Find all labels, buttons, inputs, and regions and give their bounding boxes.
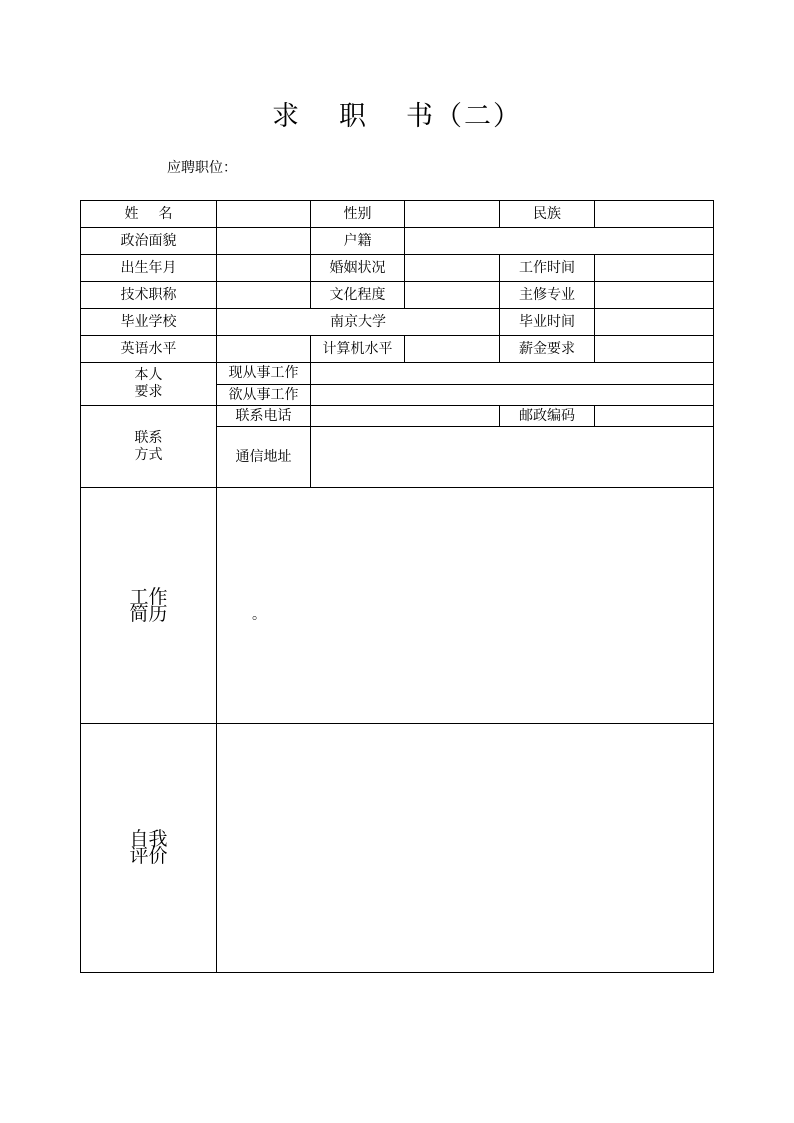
major-label: 主修专业 <box>500 282 595 309</box>
education-level-label: 文化程度 <box>311 282 405 309</box>
gender-field[interactable] <box>405 201 500 228</box>
technical-title-label: 技术职称 <box>81 282 217 309</box>
work-history-mark: 。 <box>252 607 266 623</box>
title-char-2: 职 <box>339 101 368 132</box>
name-field[interactable] <box>217 201 311 228</box>
current-job-label: 现从事工作 <box>217 363 311 385</box>
name-label: 姓 名 <box>81 201 217 228</box>
education-level-field[interactable] <box>405 282 500 309</box>
applied-position-label: 应聘职位： <box>167 160 237 176</box>
graduate-school-field[interactable]: 南京大学 <box>217 309 500 336</box>
page-title <box>0 96 794 138</box>
work-history-field[interactable] <box>217 488 714 724</box>
household-registry-label: 户籍 <box>311 228 405 255</box>
self-requirement-label: 本人 要求 <box>81 363 217 406</box>
work-history-label: 工作 简历 <box>81 488 217 724</box>
contact-label: 联系 方式 <box>81 406 217 488</box>
salary-requirement-label: 薪金要求 <box>500 336 595 363</box>
gender-label: 性别 <box>311 201 405 228</box>
political-status-label: 政治面貌 <box>81 228 217 255</box>
phone-label: 联系电话 <box>217 406 311 427</box>
major-field[interactable] <box>595 282 714 309</box>
marital-status-label: 婚姻状况 <box>311 255 405 282</box>
desired-job-label: 欲从事工作 <box>217 385 311 406</box>
ethnicity-field[interactable] <box>595 201 714 228</box>
self-evaluation-label: 自我 评价 <box>81 724 217 973</box>
title-char-1: 求 <box>272 101 301 132</box>
phone-field[interactable] <box>311 406 500 427</box>
work-start-time-label: 工作时间 <box>500 255 595 282</box>
title-char-3: 书（二） <box>406 101 522 132</box>
work-start-time-field[interactable] <box>595 255 714 282</box>
computer-level-field[interactable] <box>405 336 500 363</box>
desired-job-field[interactable] <box>311 385 714 406</box>
technical-title-field[interactable] <box>217 282 311 309</box>
mailing-address-label: 通信地址 <box>217 427 311 488</box>
graduation-time-field[interactable] <box>595 309 714 336</box>
current-job-field[interactable] <box>311 363 714 385</box>
english-level-field[interactable] <box>217 336 311 363</box>
self-evaluation-field[interactable] <box>217 724 714 973</box>
salary-requirement-field[interactable] <box>595 336 714 363</box>
mailing-address-field[interactable] <box>311 427 714 488</box>
ethnicity-label: 民族 <box>500 201 595 228</box>
birth-date-field[interactable] <box>217 255 311 282</box>
resume-form-table <box>80 200 714 973</box>
birth-date-label: 出生年月 <box>81 255 217 282</box>
marital-status-field[interactable] <box>405 255 500 282</box>
computer-level-label: 计算机水平 <box>311 336 405 363</box>
english-level-label: 英语水平 <box>81 336 217 363</box>
postal-code-field[interactable] <box>595 406 714 427</box>
postal-code-label: 邮政编码 <box>500 406 595 427</box>
political-status-field[interactable] <box>217 228 311 255</box>
household-registry-field[interactable] <box>405 228 714 255</box>
graduate-school-label: 毕业学校 <box>81 309 217 336</box>
graduation-time-label: 毕业时间 <box>500 309 595 336</box>
